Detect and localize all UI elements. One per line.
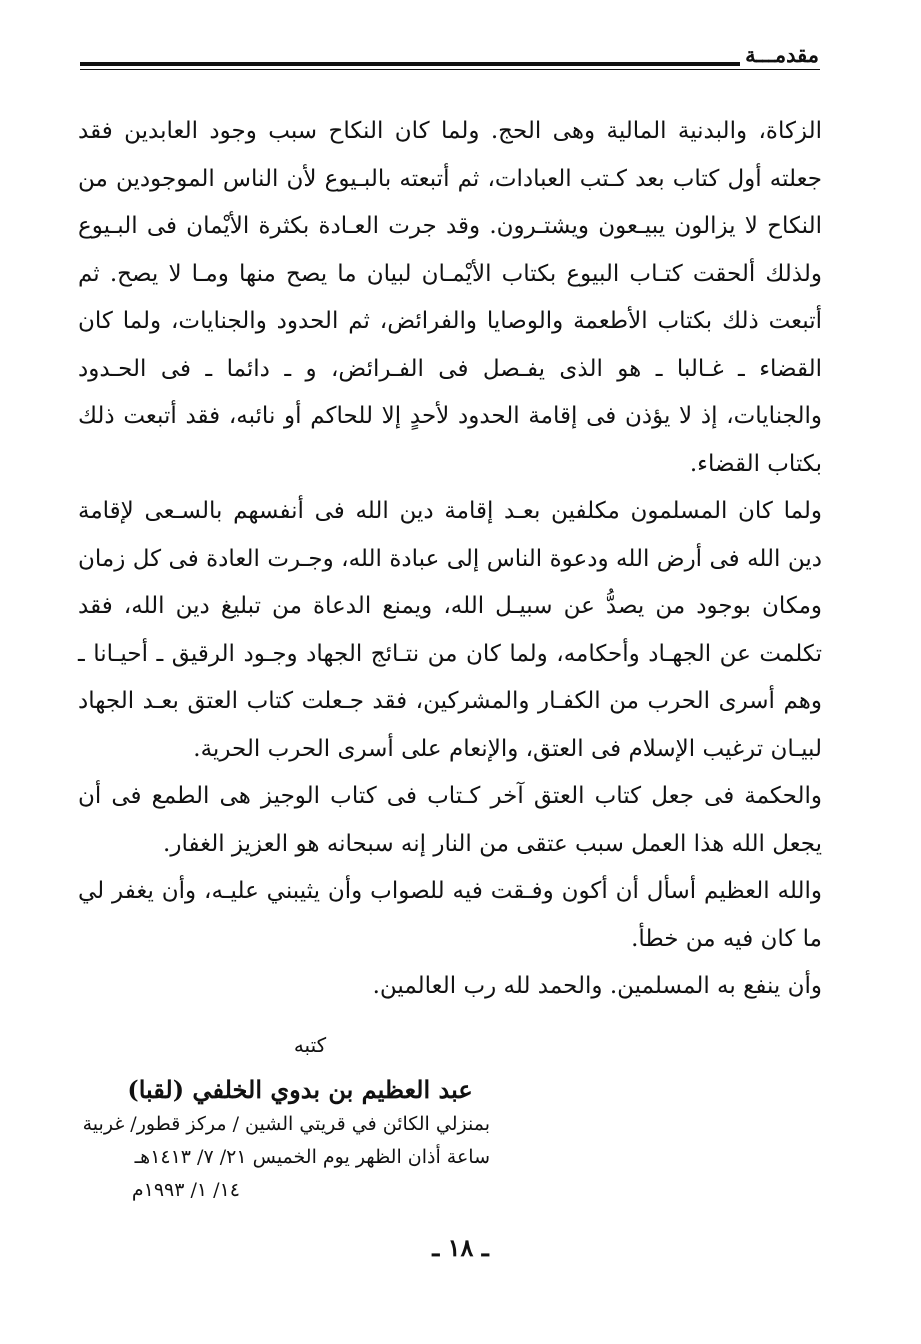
paragraph-3: والحكمة فى جعل كتاب العتق آخر كـتاب فى كتاب الوجيز هى الطمع فى أن يجعل الله هذا العمل سبب عتقى من النار إنه سبحانه هو العزيز الغفار. (78, 783, 822, 857)
page-number: ـ ١٨ ـ (432, 1233, 489, 1262)
running-header-title: مقدمـــة (745, 42, 819, 67)
body-text (78, 108, 822, 1011)
paragraph-2: ولما كان المسلمون مكلفين بعـد إقامة دين الله فى أنفسهم بالسـعى لإقامة دين الله فى أرض الله ودعوة الناس إلى عبادة الله، وجـرت العادة فى كل زمان ومكان بوجود من يصدُّ عن سبيـل الله، ويمنع الدعاة من تبليغ دين الله، فقد تكلمت عن الجهـاد وأحكامه، ولما كان من نتـائج الجهاد وجـود الرقيق ـ أحيـانا ـ وهم أسرى الحرب من الكفـار والمشركين، فقد جـعلت كتاب العتق بعـد الجهاد لبيـان ترغيب الإسلام فى العتق، والإنعام على أسرى الحرب الحرية. (78, 498, 822, 762)
paragraph-5: وأن ينفع به المسلمين. والحمد لله رب العالمين. (372, 973, 822, 999)
paragraph-1: الزكاة، والبدنية المالية وهى الحج. ولما كان النكاح سبب وجود العابدين فقد جعلته أول كتاب بعد كـتب العبادات، ثم أتبعته بالبـيوع لأن الناس الموجودين من النكاح لا يزالون يبيـعون ويشتـرون. وقد جرت العـادة بكثرة الأيْمان فى البـيوع ولذلك ألحقت كتـاب البيوع بكتاب الأيْمـان لبيان ما يصح منها ومـا لا يصح. ثم أتبعت ذلك بكتاب الأطعمة والوصايا والفرائض، ثم الحدود والجنايات، ولما كان القضاء ـ غـالبا ـ هو الذى يفـصل فى الفـرائض، و ـ دائما ـ فى الحـدود والجنايات، إذ لا يؤذن فى إقامة الحدود لأحدٍ إلا للحاكم أو نائبه، فقد أتبعت ذلك بكتاب القضاء. (78, 118, 822, 477)
paragraph-4: والله العظيم أسأل أن أكون وفـقت فيه للصواب وأن يثيبني عليـه، وأن يغفر لي ما كان فيه من خطأ. (78, 878, 822, 952)
signature-wrote-label: كتبه (293, 1033, 327, 1057)
writing-time-hijri: ساعة أذان الظهر يوم الخميس ٢١/ ٧/ ١٤١٣هـ (134, 1146, 490, 1168)
author-name: عبد العظيم بن بدوي الخلفي (لقبا) (127, 1075, 473, 1104)
writing-date-gregorian: ١٤/ ١/ ١٩٩٣م (131, 1179, 240, 1201)
header-rule-thin (80, 69, 820, 70)
author-signature-block (82, 1030, 490, 1207)
author-address: بمنزلي الكائن في قريتي الشين / مركز قطور/ غربية (82, 1113, 490, 1135)
header-rule (80, 62, 740, 66)
